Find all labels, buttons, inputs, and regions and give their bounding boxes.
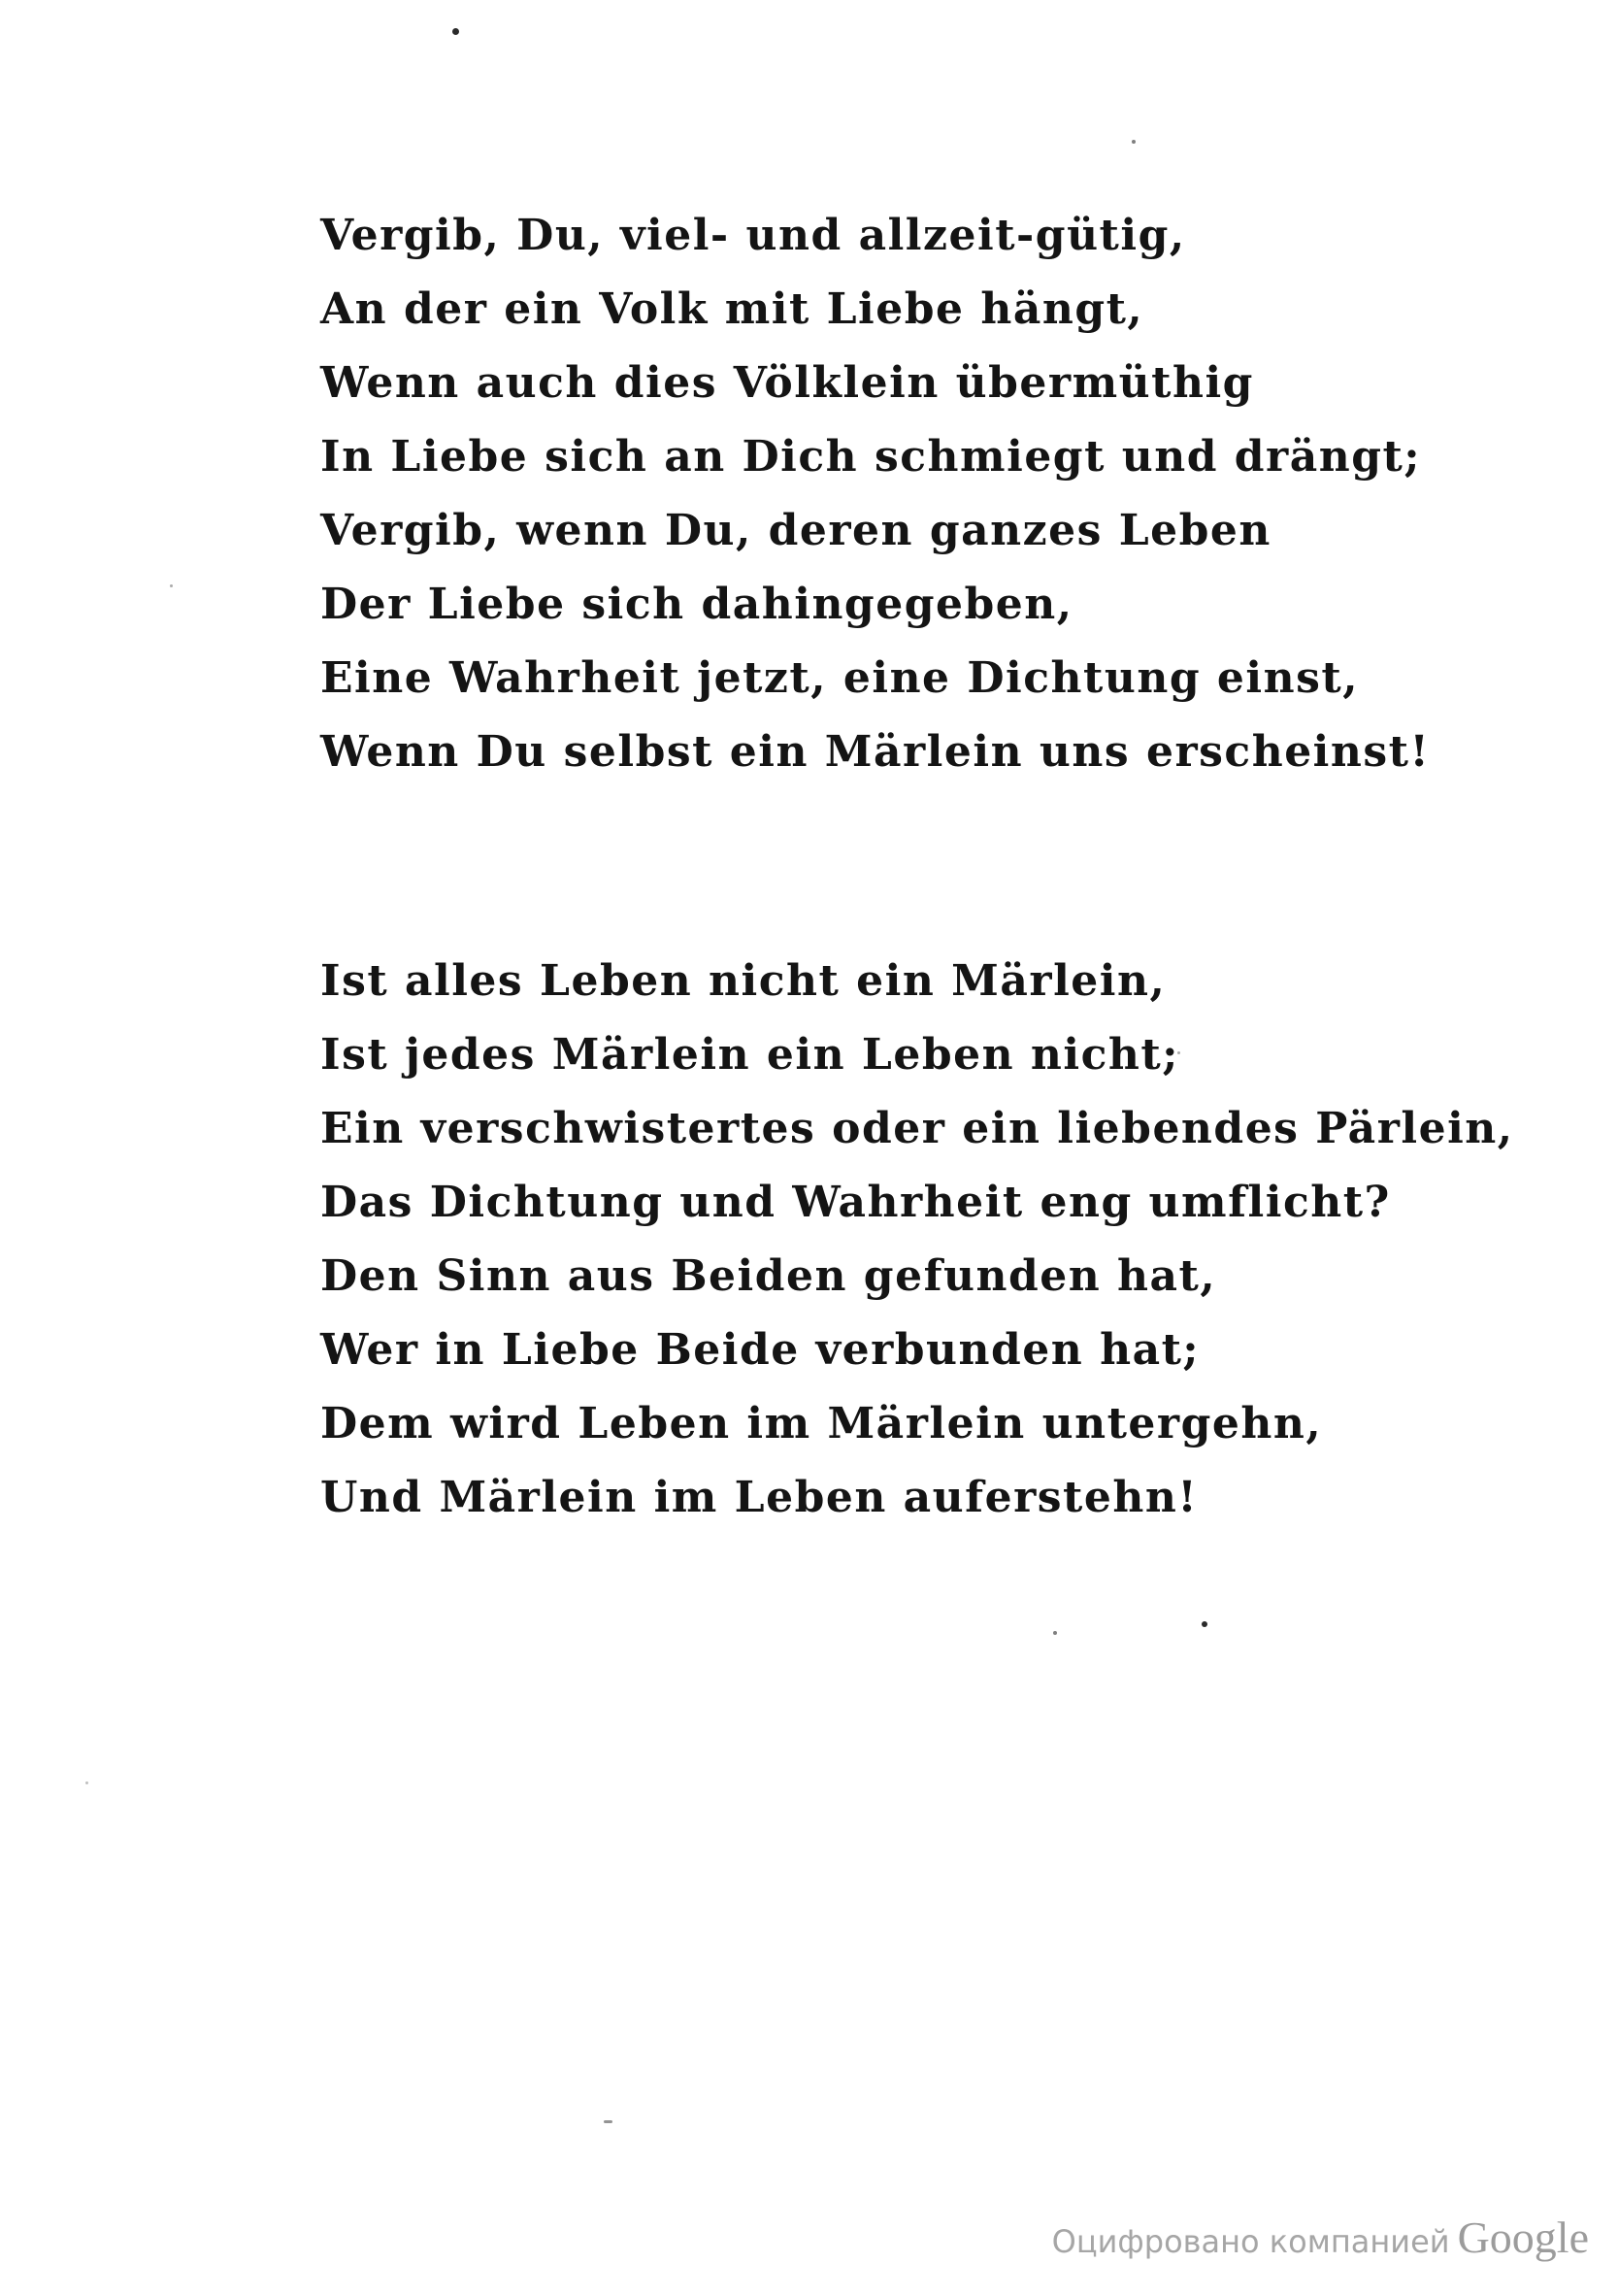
- verse-line: Wenn auch dies Völklein übermüthig: [320, 358, 1254, 408]
- verse-line: Vergib, wenn Du, deren ganzes Leben: [320, 506, 1271, 555]
- scan-speck: [1177, 1051, 1180, 1054]
- verse-line: Das Dichtung und Wahrheit eng umflicht?: [320, 1178, 1391, 1227]
- verse-line: Den Sinn aus Beiden gefunden hat,: [320, 1251, 1217, 1301]
- verse-line: An der ein Volk mit Liebe hängt,: [320, 284, 1144, 334]
- poem-stanza-2: [320, 945, 1514, 1535]
- poem-stanza-1: [320, 199, 1431, 789]
- verse-line: Eine Wahrheit jetzt, eine Dichtung einst,: [320, 653, 1360, 703]
- scan-speck: [1132, 140, 1136, 144]
- scan-speck: [1053, 1631, 1057, 1635]
- verse-line: Ist jedes Märlein ein Leben nicht;: [320, 1030, 1179, 1080]
- watermark-logo: Google: [1457, 2213, 1589, 2262]
- watermark-text: Оцифровано компанией: [1051, 2223, 1450, 2260]
- verse-line: Ein verschwistertes oder ein liebendes Pärlein,: [320, 1104, 1514, 1153]
- verse-line: Der Liebe sich dahingegeben,: [320, 580, 1073, 629]
- verse-line: Und Märlein im Leben auferstehn!: [320, 1473, 1199, 1522]
- scan-speck: [85, 1781, 88, 1784]
- scan-speck: [170, 584, 173, 587]
- verse-line: Vergib, Du, viel- und allzeit-gütig,: [320, 211, 1186, 260]
- digitization-watermark: [1052, 2212, 1589, 2270]
- verse-line: Dem wird Leben im Märlein untergehn,: [320, 1399, 1323, 1448]
- verse-line: In Liebe sich an Dich schmiegt und drängt;: [320, 432, 1422, 482]
- scan-speck: [452, 28, 459, 35]
- scan-speck: [604, 2120, 612, 2123]
- verse-line: Wenn Du selbst ein Märlein uns erscheinst!: [320, 727, 1431, 777]
- verse-line: Ist alles Leben nicht ein Märlein,: [320, 956, 1167, 1006]
- scan-speck: [1202, 1621, 1207, 1627]
- verse-line: Wer in Liebe Beide verbunden hat;: [320, 1325, 1201, 1375]
